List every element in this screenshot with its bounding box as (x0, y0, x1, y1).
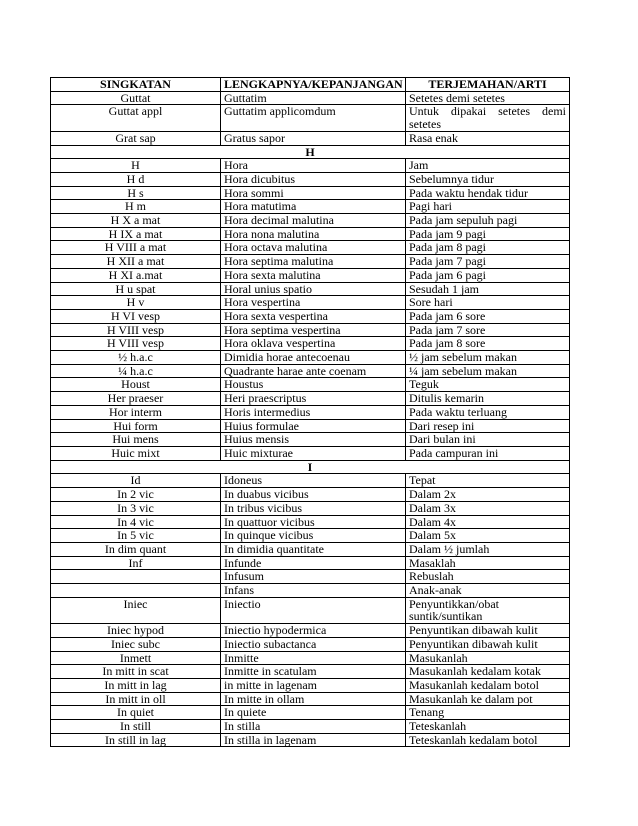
table-row (51, 323, 570, 337)
full-form-cell: Iniectio hypodermica (221, 624, 406, 638)
abbreviation-table (50, 77, 570, 747)
translation-cell: Tenang (406, 706, 570, 720)
table-row (51, 488, 570, 502)
full-form-cell: Heri praescriptus (221, 392, 406, 406)
abbreviation-cell: H v (51, 296, 221, 310)
table-row (51, 309, 570, 323)
translation-cell: Pada waktu hendak tidur (406, 186, 570, 200)
translation-cell: Rebuslah (406, 570, 570, 584)
translation-cell: Pada jam 8 pagi (406, 241, 570, 255)
full-form-cell: Hora sexta vespertina (221, 309, 406, 323)
full-form-cell: Hora septima vespertina (221, 323, 406, 337)
table-row (51, 296, 570, 310)
full-form-cell: In stilla in lagenam (221, 733, 406, 747)
full-form-cell: Hora nona malutina (221, 227, 406, 241)
translation-cell: Pada campuran ini (406, 446, 570, 460)
column-header-full-form: LENGKAPNYA/KEPANJANGAN (221, 78, 406, 92)
translation-cell: Dari resep ini (406, 419, 570, 433)
table-row (51, 556, 570, 570)
abbreviation-cell: Hor interm (51, 405, 221, 419)
table-row (51, 733, 570, 747)
abbreviation-cell: Grat sap (51, 131, 221, 145)
translation-cell: Masukanlah (406, 651, 570, 665)
table-row (51, 186, 570, 200)
translation-cell: Teguk (406, 378, 570, 392)
translation-cell: Penyuntikan dibawah kulit (406, 624, 570, 638)
abbreviation-cell: Iniec (51, 597, 221, 623)
translation-cell: Dalam 5x (406, 529, 570, 543)
translation-cell: Anak-anak (406, 584, 570, 598)
section-letter: I (51, 460, 570, 474)
translation-cell: ¼ jam sebelum makan (406, 364, 570, 378)
full-form-cell: Gratus sapor (221, 131, 406, 145)
table-row (51, 474, 570, 488)
full-form-cell: In stilla (221, 720, 406, 734)
translation-cell: Setetes demi setetes (406, 91, 570, 105)
translation-cell: Masukanlah kedalam kotak (406, 665, 570, 679)
abbreviation-cell: In 5 vic (51, 529, 221, 543)
abbreviation-cell: In mitt in lag (51, 678, 221, 692)
translation-cell: Pagi hari (406, 200, 570, 214)
abbreviation-cell: Guttat (51, 91, 221, 105)
translation-cell: Tepat (406, 474, 570, 488)
translation-cell: Dalam 3x (406, 501, 570, 515)
full-form-cell: Quadrante harae ante coenam (221, 364, 406, 378)
abbreviation-cell: In dim quant (51, 542, 221, 556)
abbreviation-cell: Houst (51, 378, 221, 392)
table-row (51, 678, 570, 692)
translation-cell: Masukanlah ke dalam pot (406, 692, 570, 706)
full-form-cell: Hora (221, 159, 406, 173)
table-row (51, 378, 570, 392)
abbreviation-cell: Guttat appl (51, 105, 221, 131)
full-form-cell: Inmitte in scatulam (221, 665, 406, 679)
full-form-cell: Hora dicubitus (221, 172, 406, 186)
abbreviation-cell: H VIII a mat (51, 241, 221, 255)
table-row (51, 665, 570, 679)
full-form-cell: In duabus vicibus (221, 488, 406, 502)
translation-cell: Dalam 4x (406, 515, 570, 529)
full-form-cell: In mitte in ollam (221, 692, 406, 706)
abbreviation-cell: In still (51, 720, 221, 734)
abbreviation-cell: Inf (51, 556, 221, 570)
translation-cell: Masukanlah kedalam botol (406, 678, 570, 692)
abbreviation-cell: H m (51, 200, 221, 214)
full-form-cell: Hora sexta malutina (221, 268, 406, 282)
translation-cell: Pada jam 6 sore (406, 309, 570, 323)
table-row (51, 282, 570, 296)
full-form-cell: Dimidia horae antecoenau (221, 351, 406, 365)
translation-cell: Teteskanlah (406, 720, 570, 734)
abbreviation-cell: In mitt in oll (51, 692, 221, 706)
table-row (51, 651, 570, 665)
abbreviation-cell: ½ h.a.c (51, 351, 221, 365)
table-row (51, 706, 570, 720)
translation-cell: Pada waktu terluang (406, 405, 570, 419)
table-row (51, 637, 570, 651)
table-row (51, 241, 570, 255)
full-form-cell: Inmitte (221, 651, 406, 665)
table-row (51, 433, 570, 447)
full-form-cell: In dimidia quantitate (221, 542, 406, 556)
full-form-cell: Horal unius spatio (221, 282, 406, 296)
translation-cell: Pada jam 7 sore (406, 323, 570, 337)
abbreviation-cell: Iniec hypod (51, 624, 221, 638)
full-form-cell: Hora septima malutina (221, 255, 406, 269)
abbreviation-cell: In 4 vic (51, 515, 221, 529)
table-row (51, 529, 570, 543)
full-form-cell: In quinque vicibus (221, 529, 406, 543)
full-form-cell: Hora vespertina (221, 296, 406, 310)
full-form-cell: Hora matutima (221, 200, 406, 214)
table-row (51, 364, 570, 378)
section-row (51, 145, 570, 159)
abbreviation-cell: H VIII vesp (51, 323, 221, 337)
abbreviation-cell: H X a mat (51, 214, 221, 228)
table-row (51, 624, 570, 638)
full-form-cell: In quiete (221, 706, 406, 720)
translation-cell: Pada jam 6 pagi (406, 268, 570, 282)
table-row (51, 446, 570, 460)
abbreviation-cell: H IX a mat (51, 227, 221, 241)
full-form-cell: In quattuor vicibus (221, 515, 406, 529)
full-form-cell: Horis intermedius (221, 405, 406, 419)
abbreviation-cell: H XI a.mat (51, 268, 221, 282)
abbreviation-cell: H (51, 159, 221, 173)
full-form-cell: Idoneus (221, 474, 406, 488)
full-form-cell: Infunde (221, 556, 406, 570)
full-form-cell: Hora decimal malutina (221, 214, 406, 228)
translation-cell: Sesudah 1 jam (406, 282, 570, 296)
full-form-cell: Huius formulae (221, 419, 406, 433)
table-row (51, 227, 570, 241)
translation-cell: Masaklah (406, 556, 570, 570)
translation-cell: Pada jam 7 pagi (406, 255, 570, 269)
abbreviation-cell: Iniec subc (51, 637, 221, 651)
table-row (51, 584, 570, 598)
translation-cell: Dari bulan ini (406, 433, 570, 447)
abbreviation-cell: Hui mens (51, 433, 221, 447)
table-row (51, 597, 570, 623)
full-form-cell: Iniectio (221, 597, 406, 623)
section-row (51, 460, 570, 474)
full-form-cell: Infusum (221, 570, 406, 584)
translation-cell: Penyuntikan dibawah kulit (406, 637, 570, 651)
full-form-cell: Infans (221, 584, 406, 598)
full-form-cell: Huic mixturae (221, 446, 406, 460)
abbreviation-cell: H XII a mat (51, 255, 221, 269)
full-form-cell: Houstus (221, 378, 406, 392)
full-form-cell: Hora octava malutina (221, 241, 406, 255)
table-row (51, 720, 570, 734)
abbreviation-cell: Hui form (51, 419, 221, 433)
abbreviation-cell (51, 570, 221, 584)
translation-cell: Dalam ½ jumlah (406, 542, 570, 556)
abbreviation-cell: In quiet (51, 706, 221, 720)
translation-cell: Pada jam sepuluh pagi (406, 214, 570, 228)
table-row (51, 351, 570, 365)
translation-cell: Pada jam 9 pagi (406, 227, 570, 241)
translation-cell: Untuk dipakai setetes demi setetes (406, 105, 570, 131)
abbreviation-cell: Id (51, 474, 221, 488)
table-row (51, 419, 570, 433)
abbreviation-cell: H VIII vesp (51, 337, 221, 351)
abbreviation-cell: Huic mixt (51, 446, 221, 460)
column-header-abbreviation: SINGKATAN (51, 78, 221, 92)
table-row (51, 214, 570, 228)
table-row (51, 392, 570, 406)
table-row (51, 515, 570, 529)
table-row (51, 200, 570, 214)
column-header-translation: TERJEMAHAN/ARTI (406, 78, 570, 92)
full-form-cell: Guttatim (221, 91, 406, 105)
abbreviation-cell: In 3 vic (51, 501, 221, 515)
section-letter: H (51, 145, 570, 159)
abbreviation-cell: In still in lag (51, 733, 221, 747)
translation-cell: Sore hari (406, 296, 570, 310)
table-row (51, 570, 570, 584)
abbreviation-cell: H s (51, 186, 221, 200)
abbreviation-cell: H d (51, 172, 221, 186)
table-header-row (51, 78, 570, 92)
abbreviation-cell: ¼ h.a.c (51, 364, 221, 378)
translation-cell: Rasa enak (406, 131, 570, 145)
full-form-cell: in mitte in lagenam (221, 678, 406, 692)
table-row (51, 501, 570, 515)
full-form-cell: Iniectio subactanca (221, 637, 406, 651)
abbreviation-cell: H VI vesp (51, 309, 221, 323)
table-row (51, 337, 570, 351)
abbreviation-cell (51, 584, 221, 598)
table-row (51, 91, 570, 105)
full-form-cell: Guttatim applicomdum (221, 105, 406, 131)
table-row (51, 255, 570, 269)
translation-cell: ½ jam sebelum makan (406, 351, 570, 365)
abbreviation-cell: In mitt in scat (51, 665, 221, 679)
full-form-cell: Hora sommi (221, 186, 406, 200)
translation-cell: Pada jam 8 sore (406, 337, 570, 351)
table-row (51, 542, 570, 556)
table-row (51, 105, 570, 131)
table-row (51, 692, 570, 706)
full-form-cell: Huius mensis (221, 433, 406, 447)
translation-cell: Ditulis kemarin (406, 392, 570, 406)
translation-cell: Penyuntikkan/obat suntik/suntikan (406, 597, 570, 623)
translation-cell: Jam (406, 159, 570, 173)
abbreviation-cell: Her praeser (51, 392, 221, 406)
translation-cell: Teteskanlah kedalam botol (406, 733, 570, 747)
table-body (51, 91, 570, 747)
full-form-cell: In tribus vicibus (221, 501, 406, 515)
abbreviation-cell: Inmett (51, 651, 221, 665)
table-row (51, 131, 570, 145)
translation-cell: Dalam 2x (406, 488, 570, 502)
table-row (51, 268, 570, 282)
translation-cell: Sebelumnya tidur (406, 172, 570, 186)
abbreviation-cell: H u spat (51, 282, 221, 296)
full-form-cell: Hora oklava vespertina (221, 337, 406, 351)
abbreviation-cell: In 2 vic (51, 488, 221, 502)
table-row (51, 159, 570, 173)
table-row (51, 172, 570, 186)
table-row (51, 405, 570, 419)
